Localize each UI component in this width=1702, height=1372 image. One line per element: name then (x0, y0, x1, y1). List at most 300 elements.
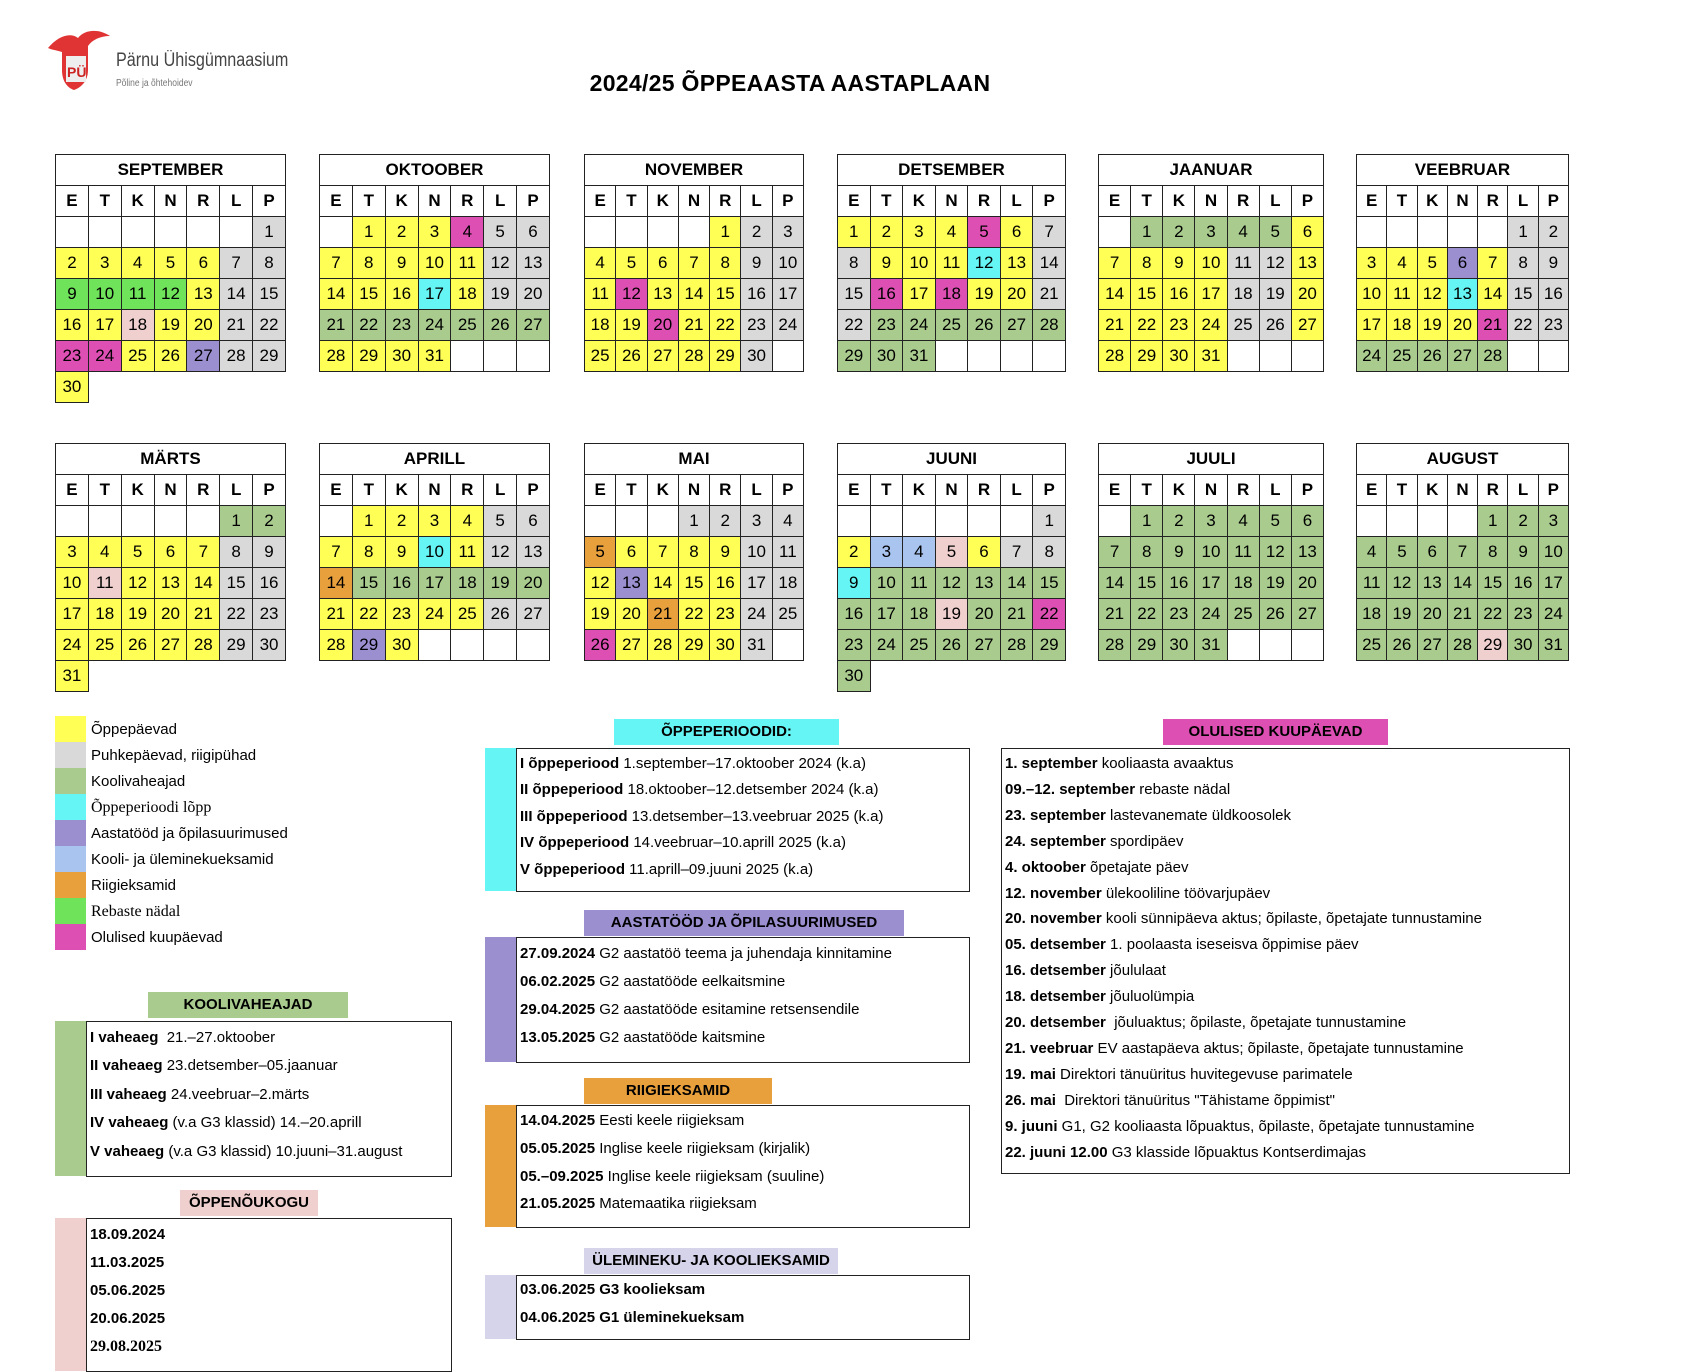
day-cell: 21 (1447, 599, 1477, 630)
day-cell: 8 (253, 248, 286, 279)
day-cell: 13 (517, 537, 550, 568)
day-cell: 28 (320, 630, 353, 661)
day-cell: 18 (88, 599, 121, 630)
day-cell: 25 (903, 630, 936, 661)
day-cell: 15 (838, 279, 871, 310)
day-cell: 31 (56, 661, 89, 692)
empty-day-cell (1099, 217, 1131, 248)
weekday-header: L (1508, 186, 1538, 217)
day-cell: 15 (1033, 568, 1066, 599)
day-cell: 25 (451, 310, 484, 341)
day-cell: 10 (1195, 248, 1227, 279)
day-cell: 8 (352, 248, 385, 279)
entry-text: jõuluolümpia (1105, 988, 1195, 1006)
day-cell: 5 (585, 537, 616, 568)
day-cell: 18 (903, 599, 936, 630)
empty-day-cell (968, 661, 1001, 692)
day-cell: 24 (870, 630, 903, 661)
weekday-header: T (1387, 475, 1417, 506)
day-cell: 12 (1259, 248, 1291, 279)
day-cell: 13 (187, 279, 220, 310)
day-cell: 21 (320, 599, 353, 630)
entry-label: 03.06.2025 G3 koolieksam (520, 1281, 706, 1298)
panel-entry (1005, 1092, 1335, 1109)
day-cell: 26 (585, 630, 616, 661)
weekday-header: E (320, 186, 353, 217)
day-cell: 6 (517, 506, 550, 537)
day-cell: 25 (935, 310, 968, 341)
day-cell: 3 (903, 217, 936, 248)
day-cell: 20 (647, 310, 678, 341)
day-cell: 2 (385, 506, 418, 537)
weekday-header: P (517, 475, 550, 506)
day-cell: 10 (772, 248, 803, 279)
entry-label: IV õppeperiood (520, 834, 630, 852)
day-cell: 23 (1163, 599, 1195, 630)
day-cell: 1 (1131, 506, 1163, 537)
day-cell: 4 (121, 248, 154, 279)
day-cell: 19 (935, 599, 968, 630)
day-cell: 26 (968, 310, 1001, 341)
weekday-header: L (1508, 475, 1538, 506)
entry-text: 14.veebruar–10.aprill 2025 (k.a) (629, 834, 846, 852)
month-name: JUUNI (838, 444, 1066, 475)
day-cell: 4 (903, 537, 936, 568)
entry-label: 24. september (1005, 832, 1106, 850)
day-cell: 10 (870, 568, 903, 599)
month-calendar (584, 443, 804, 661)
day-cell: 4 (1357, 537, 1387, 568)
empty-day-cell (1033, 341, 1066, 372)
weekday-header: L (484, 475, 517, 506)
empty-day-cell (121, 372, 154, 403)
legend-item (55, 716, 395, 742)
entry-text: 18.oktoober–12.detsember 2024 (k.a) (623, 781, 879, 799)
day-cell: 1 (352, 217, 385, 248)
day-cell: 27 (1417, 630, 1447, 661)
panel-entry (520, 755, 866, 772)
entry-label: 09.–12. september (1005, 780, 1136, 798)
weekday-header: R (710, 186, 741, 217)
legend-item (55, 898, 395, 924)
empty-day-cell (968, 341, 1001, 372)
day-cell: 24 (418, 310, 451, 341)
day-cell: 25 (88, 630, 121, 661)
empty-day-cell (935, 506, 968, 537)
day-cell: 19 (616, 310, 647, 341)
day-cell: 2 (385, 217, 418, 248)
day-cell: 3 (418, 217, 451, 248)
day-cell: 6 (187, 248, 220, 279)
day-cell: 9 (1508, 537, 1538, 568)
empty-day-cell (585, 217, 616, 248)
day-cell: 25 (1387, 341, 1417, 372)
day-cell: 11 (451, 248, 484, 279)
empty-day-cell (121, 661, 154, 692)
day-cell: 8 (1508, 248, 1538, 279)
day-cell: 10 (1538, 537, 1568, 568)
month-calendar (837, 443, 1066, 692)
entry-label: IV vaheaeg (90, 1114, 169, 1132)
day-cell: 20 (1447, 310, 1477, 341)
day-cell: 12 (968, 248, 1001, 279)
empty-day-cell (220, 661, 253, 692)
entry-text: Direktori tänuüritus huvitegevuse parimatele (1055, 1065, 1353, 1083)
weekday-header: K (1163, 186, 1195, 217)
panel-entry (1005, 1144, 1366, 1161)
entry-label: 20.06.2025 (90, 1310, 166, 1327)
day-cell: 7 (187, 537, 220, 568)
weekday-header: N (418, 475, 451, 506)
weekday-header: N (935, 475, 968, 506)
empty-day-cell (451, 630, 484, 661)
day-cell: 7 (678, 248, 709, 279)
day-cell: 3 (870, 537, 903, 568)
weekday-header: N (935, 186, 968, 217)
day-cell: 18 (1387, 310, 1417, 341)
day-cell: 19 (1387, 599, 1417, 630)
day-cell: 21 (678, 310, 709, 341)
day-cell: 21 (1000, 599, 1033, 630)
empty-day-cell (253, 661, 286, 692)
panel-entry (90, 1086, 309, 1103)
day-cell: 14 (678, 279, 709, 310)
panel-title: KOOLIVAHEAJAD (148, 992, 348, 1018)
month-calendar (1356, 154, 1569, 372)
empty-day-cell (1033, 661, 1066, 692)
day-cell: 16 (1163, 568, 1195, 599)
month-calendar (1098, 154, 1324, 372)
day-cell: 6 (517, 217, 550, 248)
empty-day-cell (647, 506, 678, 537)
empty-day-cell (220, 372, 253, 403)
day-cell: 14 (220, 279, 253, 310)
day-cell: 20 (1417, 599, 1447, 630)
day-cell: 24 (1195, 599, 1227, 630)
day-cell: 22 (1508, 310, 1538, 341)
weekday-header: E (585, 186, 616, 217)
day-cell: 22 (352, 310, 385, 341)
day-cell: 28 (220, 341, 253, 372)
day-cell: 19 (1417, 310, 1447, 341)
empty-day-cell (484, 341, 517, 372)
month-name: OKTOOBER (320, 155, 550, 186)
day-cell: 5 (1387, 537, 1417, 568)
weekday-header: K (121, 475, 154, 506)
weekday-header: L (484, 186, 517, 217)
day-cell: 17 (741, 568, 772, 599)
empty-day-cell (1227, 630, 1259, 661)
day-cell: 17 (1195, 568, 1227, 599)
day-cell: 18 (1357, 599, 1387, 630)
panel-entry (1005, 1040, 1464, 1057)
panel-entry (1005, 781, 1230, 798)
day-cell: 29 (1131, 630, 1163, 661)
panel-entry (520, 861, 813, 878)
legend-label: Riigieksamid (91, 877, 177, 894)
day-cell: 6 (616, 537, 647, 568)
empty-day-cell (903, 661, 936, 692)
day-cell: 25 (121, 341, 154, 372)
day-cell: 9 (385, 537, 418, 568)
panel-entry (90, 1310, 165, 1327)
panel-entry (90, 1338, 162, 1356)
panel-entry (520, 1112, 744, 1129)
weekday-header: N (1447, 186, 1477, 217)
day-cell: 20 (1000, 279, 1033, 310)
day-cell: 14 (1099, 279, 1131, 310)
day-cell: 22 (1478, 599, 1508, 630)
day-cell: 5 (935, 537, 968, 568)
panel-entry (1005, 1118, 1474, 1135)
entry-text: spordipäev (1105, 832, 1184, 850)
panel-entry (520, 1309, 744, 1326)
day-cell: 16 (870, 279, 903, 310)
empty-day-cell (88, 372, 121, 403)
entry-label: 05. detsember (1005, 936, 1106, 954)
day-cell: 7 (1000, 537, 1033, 568)
entry-text: ülekooliline töövarjupäev (1101, 884, 1271, 902)
day-cell: 10 (418, 537, 451, 568)
entry-text: 11.aprill–09.juuni 2025 (k.a) (625, 860, 814, 878)
day-cell: 27 (616, 630, 647, 661)
day-cell: 20 (187, 310, 220, 341)
legend-item (55, 794, 395, 820)
day-cell: 17 (418, 279, 451, 310)
day-cell: 27 (517, 310, 550, 341)
day-cell: 2 (253, 506, 286, 537)
entry-text: lastevanemate üldkoosolek (1105, 806, 1292, 824)
day-cell: 19 (1259, 568, 1291, 599)
entry-text: 13.detsember–13.veebruar 2025 (k.a) (627, 807, 884, 825)
day-cell: 20 (616, 599, 647, 630)
legend-item (55, 742, 395, 768)
empty-day-cell (1000, 661, 1033, 692)
day-cell: 23 (838, 630, 871, 661)
entry-text: kooliaasta avaaktus (1097, 755, 1234, 772)
day-cell: 8 (1131, 537, 1163, 568)
panel-entry (520, 1195, 757, 1212)
entry-label: 29.08.2025 (90, 1338, 162, 1355)
legend-label: Puhkepäevad, riigipühad (91, 747, 257, 764)
day-cell: 22 (1131, 599, 1163, 630)
empty-day-cell (1357, 506, 1387, 537)
panel-color-stripe (55, 1021, 86, 1176)
empty-day-cell (678, 217, 709, 248)
entry-label: 1. september (1005, 755, 1098, 772)
day-cell: 29 (220, 630, 253, 661)
legend-label: Aastatööd ja õpilasuurimused (91, 825, 288, 842)
empty-day-cell (1387, 506, 1417, 537)
day-cell: 14 (1447, 568, 1477, 599)
day-cell: 16 (710, 568, 741, 599)
legend-swatch (55, 716, 86, 742)
empty-day-cell (187, 372, 220, 403)
day-cell: 31 (418, 341, 451, 372)
weekday-header: K (385, 186, 418, 217)
entry-label: 26. mai (1005, 1091, 1056, 1109)
empty-day-cell (838, 506, 871, 537)
panel-entry (520, 1281, 705, 1298)
day-cell: 11 (585, 279, 616, 310)
day-cell: 29 (678, 630, 709, 661)
day-cell: 23 (253, 599, 286, 630)
day-cell: 26 (121, 630, 154, 661)
entry-label: 27.09.2024 (520, 945, 596, 962)
day-cell: 11 (88, 568, 121, 599)
entry-text: jõululaat (1105, 962, 1166, 980)
panel-entry (520, 945, 892, 962)
day-cell: 27 (647, 341, 678, 372)
day-cell: 9 (1538, 248, 1568, 279)
day-cell: 15 (352, 568, 385, 599)
entry-text: 23.detsember–05.jaanuar (162, 1057, 338, 1075)
weekday-header: T (88, 186, 121, 217)
day-cell: 2 (56, 248, 89, 279)
weekday-header: T (1131, 186, 1163, 217)
day-cell: 6 (647, 248, 678, 279)
entry-label: 20. november (1005, 910, 1102, 928)
entry-text: Eesti keele riigieksam (595, 1112, 745, 1129)
panel-entry (1005, 1066, 1353, 1083)
day-cell: 11 (903, 568, 936, 599)
empty-day-cell (870, 661, 903, 692)
empty-day-cell (88, 661, 121, 692)
entry-label: 14.04.2025 (520, 1112, 596, 1129)
weekday-header: R (187, 475, 220, 506)
entry-label: 11.03.2025 (90, 1254, 165, 1271)
day-cell: 26 (1259, 310, 1291, 341)
day-cell: 4 (1387, 248, 1417, 279)
day-cell: 21 (1033, 279, 1066, 310)
day-cell: 12 (585, 568, 616, 599)
month-name: AUGUST (1357, 444, 1569, 475)
weekday-header: R (710, 475, 741, 506)
weekday-header: T (352, 475, 385, 506)
day-cell: 18 (451, 279, 484, 310)
day-cell: 22 (352, 599, 385, 630)
day-cell: 23 (1538, 310, 1568, 341)
day-cell: 14 (1099, 568, 1131, 599)
entry-text: kooli sünnipäeva aktus; õpilaste, õpetajate tunnustamine (1101, 910, 1482, 928)
day-cell: 18 (1227, 568, 1259, 599)
day-cell: 7 (1478, 248, 1508, 279)
month-calendar (1356, 443, 1569, 661)
day-cell: 25 (451, 599, 484, 630)
day-cell: 15 (1131, 568, 1163, 599)
weekday-header: T (870, 475, 903, 506)
day-cell: 25 (1227, 310, 1259, 341)
weekday-header: P (1538, 475, 1568, 506)
day-cell: 12 (1387, 568, 1417, 599)
day-cell: 6 (968, 537, 1001, 568)
day-cell: 15 (678, 568, 709, 599)
entry-label: 20. detsember (1005, 1014, 1106, 1031)
panel-entry (520, 781, 879, 798)
day-cell: 10 (1195, 537, 1227, 568)
entry-label: 04.06.2025 G1 üleminekueksam (520, 1308, 745, 1326)
day-cell: 8 (838, 248, 871, 279)
weekday-header: E (320, 475, 353, 506)
day-cell: 5 (616, 248, 647, 279)
legend-item (55, 872, 395, 898)
weekday-header: N (678, 475, 709, 506)
month-name: DETSEMBER (838, 155, 1066, 186)
empty-day-cell (935, 341, 968, 372)
empty-day-cell (187, 217, 220, 248)
day-cell: 30 (870, 341, 903, 372)
day-cell: 18 (585, 310, 616, 341)
day-cell: 17 (1538, 568, 1568, 599)
weekday-header: K (647, 475, 678, 506)
weekday-header: E (838, 475, 871, 506)
day-cell: 7 (1447, 537, 1477, 568)
weekday-header: R (451, 186, 484, 217)
day-cell: 1 (710, 217, 741, 248)
day-cell: 24 (1195, 310, 1227, 341)
day-cell: 13 (154, 568, 187, 599)
day-cell: 21 (187, 599, 220, 630)
day-cell: 7 (647, 537, 678, 568)
day-cell: 30 (1163, 341, 1195, 372)
day-cell: 13 (616, 568, 647, 599)
empty-day-cell (1099, 506, 1131, 537)
entry-text: õpetajate päev (1085, 858, 1189, 876)
day-cell: 1 (838, 217, 871, 248)
day-cell: 30 (253, 630, 286, 661)
day-cell: 17 (1357, 310, 1387, 341)
legend-label: Rebaste nädal (91, 903, 181, 920)
day-cell: 22 (1033, 599, 1066, 630)
entry-text: (v.a G3 klassid) 14.–20.aprill (168, 1114, 362, 1132)
entry-label: 21. veebruar (1005, 1039, 1094, 1057)
day-cell: 27 (1291, 310, 1323, 341)
day-cell: 22 (678, 599, 709, 630)
day-cell: 24 (88, 341, 121, 372)
day-cell: 6 (1447, 248, 1477, 279)
legend-label: Koolivaheajad (91, 773, 186, 790)
day-cell: 17 (870, 599, 903, 630)
day-cell: 9 (385, 248, 418, 279)
day-cell: 16 (1538, 279, 1568, 310)
day-cell: 21 (220, 310, 253, 341)
legend-swatch (55, 898, 86, 924)
weekday-header: K (1417, 475, 1447, 506)
day-cell: 19 (121, 599, 154, 630)
day-cell: 17 (1195, 279, 1227, 310)
day-cell: 31 (741, 630, 772, 661)
empty-day-cell (1538, 341, 1568, 372)
entry-text: 1. poolaasta iseseisva õppimise päev (1105, 936, 1359, 954)
weekday-header: L (741, 475, 772, 506)
day-cell: 9 (741, 248, 772, 279)
weekday-header: T (616, 186, 647, 217)
entry-text: Direktori tänuüritus "Tähistame õppimist" (1055, 1091, 1335, 1109)
weekday-header: N (154, 186, 187, 217)
day-cell: 28 (647, 630, 678, 661)
weekday-header: R (968, 475, 1001, 506)
day-cell: 10 (903, 248, 936, 279)
day-cell: 22 (220, 599, 253, 630)
weekday-header: T (1387, 186, 1417, 217)
weekday-header: T (616, 475, 647, 506)
entry-label: 05.06.2025 (90, 1282, 166, 1299)
day-cell: 13 (1291, 248, 1323, 279)
entry-text: G2 aastatöö teema ja juhendaja kinnitamine (595, 945, 892, 962)
entry-text: 21.–27.oktoober (158, 1029, 276, 1046)
panel-entry (520, 1001, 859, 1018)
weekday-header: R (1478, 475, 1508, 506)
